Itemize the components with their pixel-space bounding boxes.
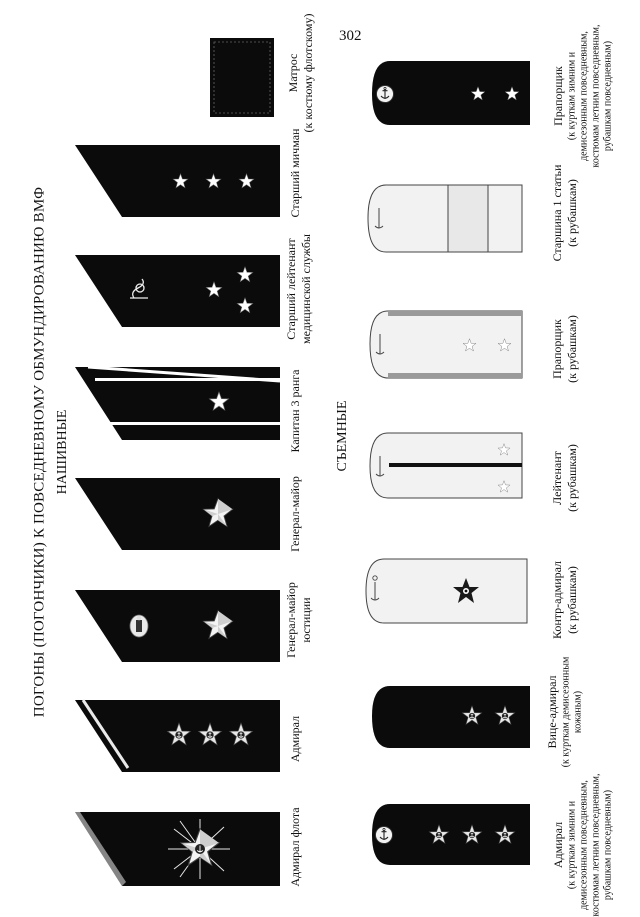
sewn-label-major-general: Генерал-майор: [288, 476, 303, 552]
rem-sub-ensign-jacket-1: (к курткам зимним и: [566, 51, 578, 141]
rem-board-petty-officer-1: [368, 185, 522, 252]
rem-sub-rear-admiral: (к рубашкам): [565, 566, 580, 634]
rem-sub-ensign-jacket-4: рубашкам повседневным): [602, 40, 614, 152]
rem-board-rear-admiral: [366, 559, 527, 623]
rem-board-lieutenant: [370, 433, 522, 498]
rem-label-admiral: Адмирал: [551, 821, 566, 869]
rem-sub-lieutenant: (к рубашкам): [565, 444, 580, 512]
sewn-label-senior-warrant: Старший мичман: [288, 128, 303, 218]
board-senior-warrant: [75, 145, 280, 217]
sewn-sub-major-general-justice: юстиции: [299, 597, 314, 643]
board-admiral: [75, 700, 280, 772]
board-major-general: [75, 478, 280, 550]
rem-sub-admiral-3: костюмам летним повседневным,: [590, 773, 602, 917]
board-captain-3rd: [75, 367, 280, 440]
section-title-sewn: НАШИВНЫЕ: [54, 409, 70, 495]
sewn-label-admiral: Адмирал: [288, 715, 303, 763]
rem-sub-admiral-2: демисезонным повседневным,: [578, 780, 590, 910]
rem-board-admiral: [372, 804, 530, 865]
rem-sub-vice-admiral-2: кожаным): [572, 690, 584, 734]
rem-label-ensign-shirt: Прапорщик: [550, 319, 565, 379]
rem-sub-ensign-jacket-3: костюмам летним повседневным,: [590, 24, 602, 168]
rem-label-vice-admiral: Вице-адмирал: [545, 675, 560, 749]
page-title: ПОГОНЫ (ПОГОНЧИКИ) К ПОВСЕДНЕВНОМУ ОБМУНДИРОВАНИЮ ВМФ: [31, 186, 48, 718]
rem-label-lieutenant: Лейтенант: [550, 451, 565, 505]
sewn-sub-senior-lieutenant-med: медицинской службы: [299, 234, 314, 344]
sewn-label-major-general-justice: Генерал-майор: [284, 582, 299, 658]
page-number: 302: [339, 28, 362, 44]
rem-board-vice-admiral: [372, 686, 530, 748]
board-admiral-of-fleet: [75, 812, 280, 886]
section-title-removable: СЪЕМНЫЕ: [334, 400, 350, 472]
rem-sub-ensign-shirt: (к рубашкам): [565, 315, 580, 383]
sewn-label-captain-3rd: Капитан 3 ранга: [288, 369, 303, 453]
board-senior-lieutenant-med: [75, 255, 280, 327]
rem-board-ensign-jacket: [372, 61, 530, 125]
sewn-label-admiral-of-fleet: Адмирал флота: [288, 807, 303, 887]
board-major-general-justice: [75, 590, 280, 662]
rem-sub-vice-admiral-1: (к курткам демисезонным: [560, 656, 572, 768]
rem-sub-ensign-jacket-2: демисезонным повседневным,: [578, 31, 590, 161]
sewn-label-senior-lieutenant-med: Старший лейтенант: [284, 238, 299, 340]
sewn-sub-sailor: (к костюму флотскому): [301, 13, 316, 133]
rem-label-ensign-jacket: Прапорщик: [551, 66, 566, 126]
rem-label-rear-admiral: Контр-адмирал: [550, 560, 565, 640]
rem-board-ensign-shirt: [370, 311, 522, 378]
sewn-label-sailor: Матрос: [286, 53, 301, 93]
rem-sub-admiral-1: (к курткам зимним и: [566, 800, 578, 890]
rem-label-petty-officer-1: Старшина 1 статьи: [550, 164, 565, 262]
rem-sub-admiral-4: рубашкам повседневным): [602, 789, 614, 901]
rem-sub-petty-officer-1: (к рубашкам): [565, 179, 580, 247]
board-sailor-patch: [210, 38, 274, 117]
